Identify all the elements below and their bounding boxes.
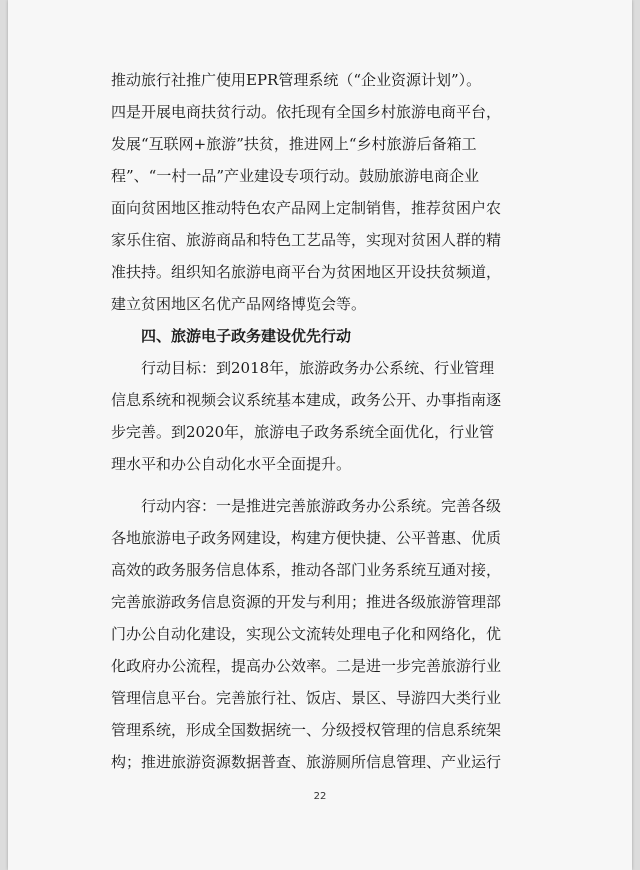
text-line: 程”、“一村一品”产业建设专项行动。鼓励旅游电商企业 [111,167,480,185]
text-line: 准扶持。组织知名旅游电商平台为贫困地区开设扶贫频道， [111,263,502,281]
text-line: 步完善。到2020年，旅游电子政务系统全面优化，行业管 [111,423,495,441]
paragraph-gap [111,480,541,490]
action-goal-paragraph [111,352,541,480]
text-line: 行动内容：一是推进完善旅游政务办公系统。完善各级 [141,497,502,515]
action-content-paragraph [111,490,541,778]
text-line: 推动旅行社推广使用EPR管理系统（“企业资源计划”）。 [111,71,482,89]
text-line: 管理信息平台。完善旅行社、饭店、景区、导游四大类行业 [111,689,502,707]
text-line: 面向贫困地区推动特色农产品网上定制销售，推荐贫困户农 [111,199,502,217]
text-line: 家乐住宿、旅游商品和特色工艺品等，实现对贫困人群的精 [111,231,502,249]
text-line: 化政府办公流程，提高办公效率。二是进一步完善旅游行业 [111,657,502,675]
text-line: 建立贫困地区名优产品网络博览会等。 [111,295,367,313]
document-page [8,0,632,870]
text-line: 高效的政务服务信息体系，推动各部门业务系统互通对接， [111,561,502,579]
text-line: 发展“互联网+旅游”扶贫，推进网上“乡村旅游后备箱工 [111,135,477,153]
text-line: 各地旅游电子政务网建设，构建方便快捷、公平普惠、优质 [111,529,502,547]
text-line: 完善旅游政务信息资源的开发与利用；推进各级旅游管理部 [111,593,502,611]
page-body [111,64,541,778]
text-line: 构；推进旅游资源数据普查、旅游厕所信息管理、产业运行 [111,753,502,771]
text-line: 四是开展电商扶贫行动。依托现有全国乡村旅游电商平台， [111,103,502,121]
section-heading: 四、旅游电子政务建设优先行动 [141,327,352,345]
text-line: 行动目标：到2018年，旅游政务办公系统、行业管理 [141,359,495,377]
text-line: 理水平和办公自动化水平全面提升。 [111,455,352,473]
section3-paragraph [111,64,541,320]
text-line: 信息系统和视频会议系统基本建成，政务公开、办事指南逐 [111,391,502,409]
page-number: 22 [313,791,327,802]
text-line: 管理系统，形成全国数据统一、分级授权管理的信息系统架 [111,721,502,739]
text-line: 门办公自动化建设，实现公文流转处理电子化和网络化，优 [111,625,502,643]
